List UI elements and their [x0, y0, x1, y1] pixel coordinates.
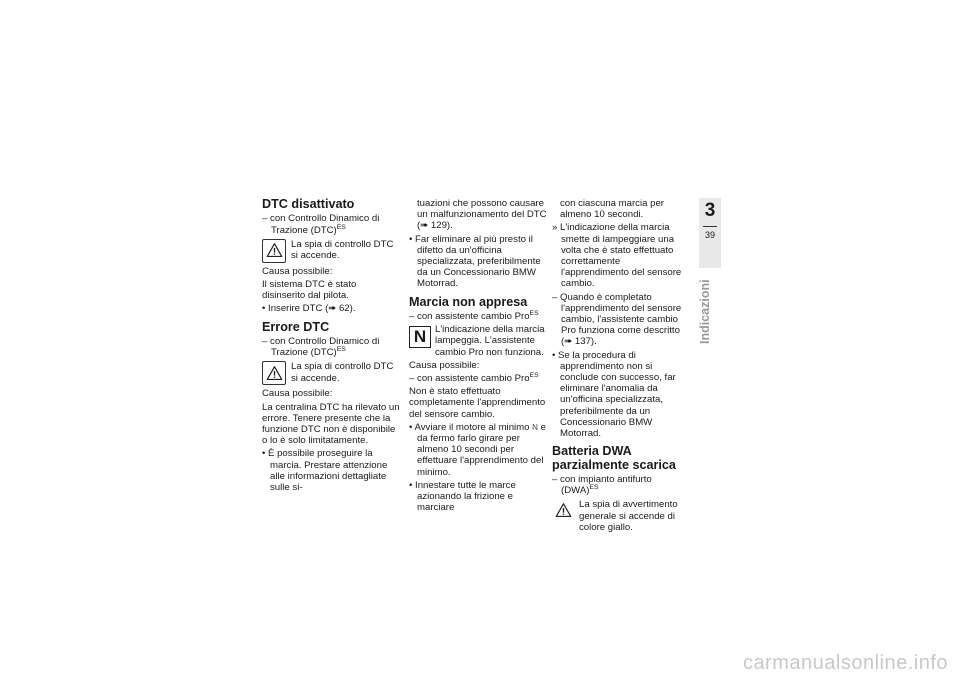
warning-triangle-icon — [262, 239, 286, 263]
gear-n-icon: N — [409, 326, 431, 348]
warning-triangle-icon — [552, 499, 574, 521]
bullet-item: • È possibile proseguire la marcia. Prestare attenzione alle informazioni dettagliate sulle si- — [262, 448, 388, 494]
gear-indicator-note: N L'indicazione della marcia lampeggia. L'assistente cambio Pro non funziona. — [409, 324, 547, 358]
heading-dtc-off: DTC disattivato — [262, 197, 355, 211]
chapter-divider — [703, 226, 717, 227]
cause-text: Non è stato effettuato completamente l'apprendimento del sensore cambio. — [409, 386, 546, 420]
bullet-item: • Se la procedura di apprendimento non si conclude con successo, far eliminare l'anomalia da un'officina specializzata, preferibilmente da un Concessionario BMW Motorrad. — [552, 349, 676, 440]
chapter-number: 3 — [704, 200, 716, 221]
section-title: Indicazioni — [698, 279, 712, 344]
warning-dtc-off: La spia di controllo DTC si accende. — [262, 239, 400, 263]
warning-triangle-icon — [262, 361, 286, 385]
condition-gear-assist: – con assistente cambio Pro$^{ES}$ — [409, 310, 539, 323]
warning-dwa: La spia di avvertimento generale si accende di colore giallo. — [552, 499, 690, 533]
continued-text: con ciascuna marcia per almeno 10 secondi. — [560, 198, 664, 221]
neutral-n-symbol: N — [532, 422, 538, 432]
column-2 — [409, 198, 547, 515]
continued-text: tuazioni che possono causare un malfunzionamento del DTC (➠ 129). — [417, 198, 547, 232]
bullet-item: • Avviare il motore al minimo N e da fermo farlo girare per almeno 10 secondi per effettuare l'apprendimento del minimo. — [409, 421, 546, 478]
bullet-item: • Far eliminare al più presto il difetto da un'officina specializzata, preferibilmente da un Concessionario BMW Motorrad. — [409, 233, 541, 290]
page-number: 39 — [704, 230, 715, 240]
heading-gear-not-learned: Marcia non appresa — [409, 294, 528, 309]
cause-text: Il sistema DTC è stato disinserito dal pilota. — [262, 279, 357, 302]
cause-label: Causa possibile: — [262, 265, 333, 277]
column-3 — [552, 198, 690, 536]
result-item: » L'indicazione della marcia smette di lampeggiare una volta che è stato effettuato correttamente l'apprendimento del sensore cambio. — [552, 222, 682, 290]
cause-label: Causa possibile: — [262, 388, 333, 400]
heading-dwa-battery: Batteria DWA parzialmente scarica — [552, 444, 676, 472]
condition-gear-assist-2: – con assistente cambio Pro$^{ES}$ — [409, 372, 539, 385]
warning-dtc-error: La spia di controllo DTC si accende. — [262, 361, 400, 385]
dash-item: – Quando è completato l'apprendimento del sensore cambio, l'assistente cambio Pro funziona come descritto (➠ 137). — [552, 291, 682, 348]
watermark: carmanualsonline.info — [742, 652, 948, 674]
condition-dwa: – con impianto antifurto (DWA)$^{ES}$ — [552, 474, 652, 497]
condition-dtc-off: – con Controllo Dinamico di Trazione (DTC)$^{ES}$ — [262, 213, 380, 236]
bullet-item: • Innestare tutte le marce azionando la frizione e marciare — [409, 479, 516, 514]
condition-dtc-error: – con Controllo Dinamico di Trazione (DTC)$^{ES}$ — [262, 336, 380, 359]
cause-text: La centralina DTC ha rilevato un errore. Tenere presente che la funzione DTC non è disponibile o lo è solo limitatamente. — [262, 401, 400, 447]
bullet-item: • Inserire DTC (➠ 62). — [262, 303, 356, 315]
heading-dtc-error: Errore DTC — [262, 319, 330, 334]
cause-label: Causa possibile: — [409, 359, 480, 371]
column-1 — [262, 198, 400, 495]
